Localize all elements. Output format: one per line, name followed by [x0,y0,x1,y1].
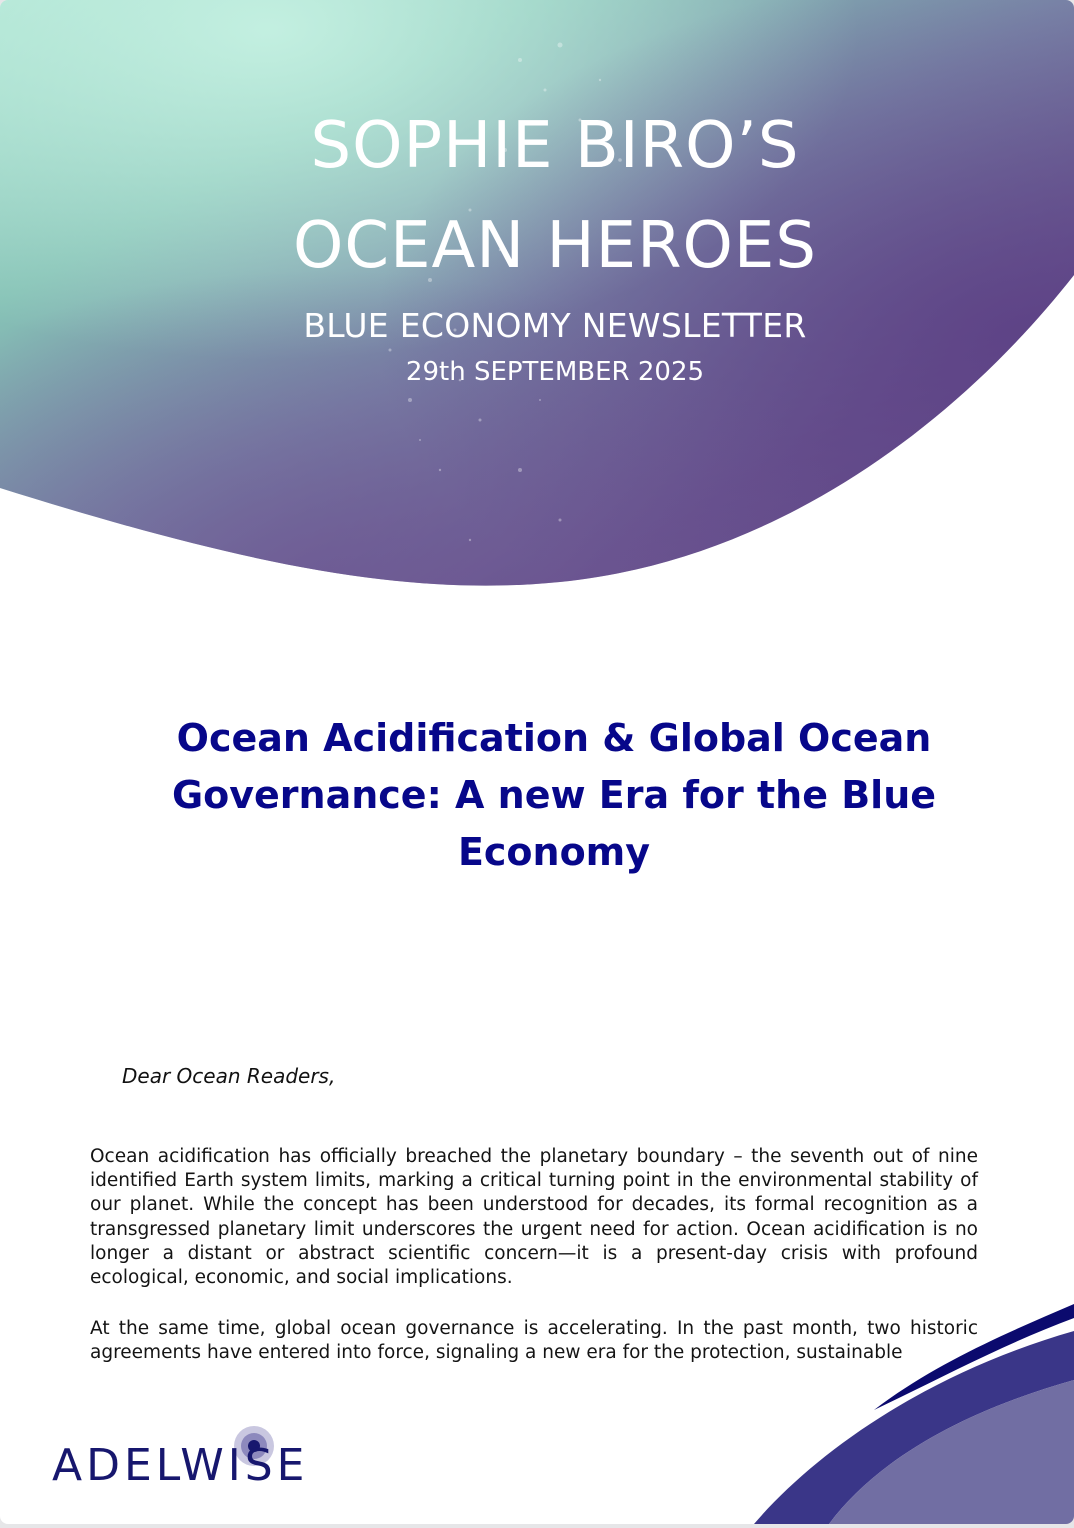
corner-swoosh-decoration [754,1304,1074,1524]
newsletter-date: 29th SEPTEMBER 2025 [405,357,705,387]
newsletter-title-line-1: SOPHIE BIRO’S [310,109,800,183]
salutation: Dear Ocean Readers, [122,1064,336,1088]
newsletter-title-line-2: OCEAN HEROES [293,209,817,283]
logo-text: ADELWISE [52,1440,309,1491]
article-paragraph-2: At the same time, global ocean governance is accelerating. In the past month, two historic agreements have entered into force, signaling a new era for the protection, sustainable [90,1318,978,1364]
newsletter-subtitle: BLUE ECONOMY NEWSLETTER [303,306,807,345]
hero-background [0,0,1074,600]
hero-banner [0,0,1074,600]
article-headline: Ocean Acidification & Global Ocean Governance: A new Era for the Blue Economy [171,716,937,874]
article-paragraph-1: Ocean acidification has officially breached the planetary boundary – the seventh out of nine identified Earth system limits, marking a critical turning point in the environmental stability of our planet. While the concept has been understood for decades, its formal recognition as a transgressed planetary limit underscores the urgent need for action. Ocean acidification is no longer a distant or abstract scientific concern—it is a present-day crisis with profound ecological, economic, and social implications. [90,1146,978,1289]
adelwise-logo [52,1424,352,1494]
